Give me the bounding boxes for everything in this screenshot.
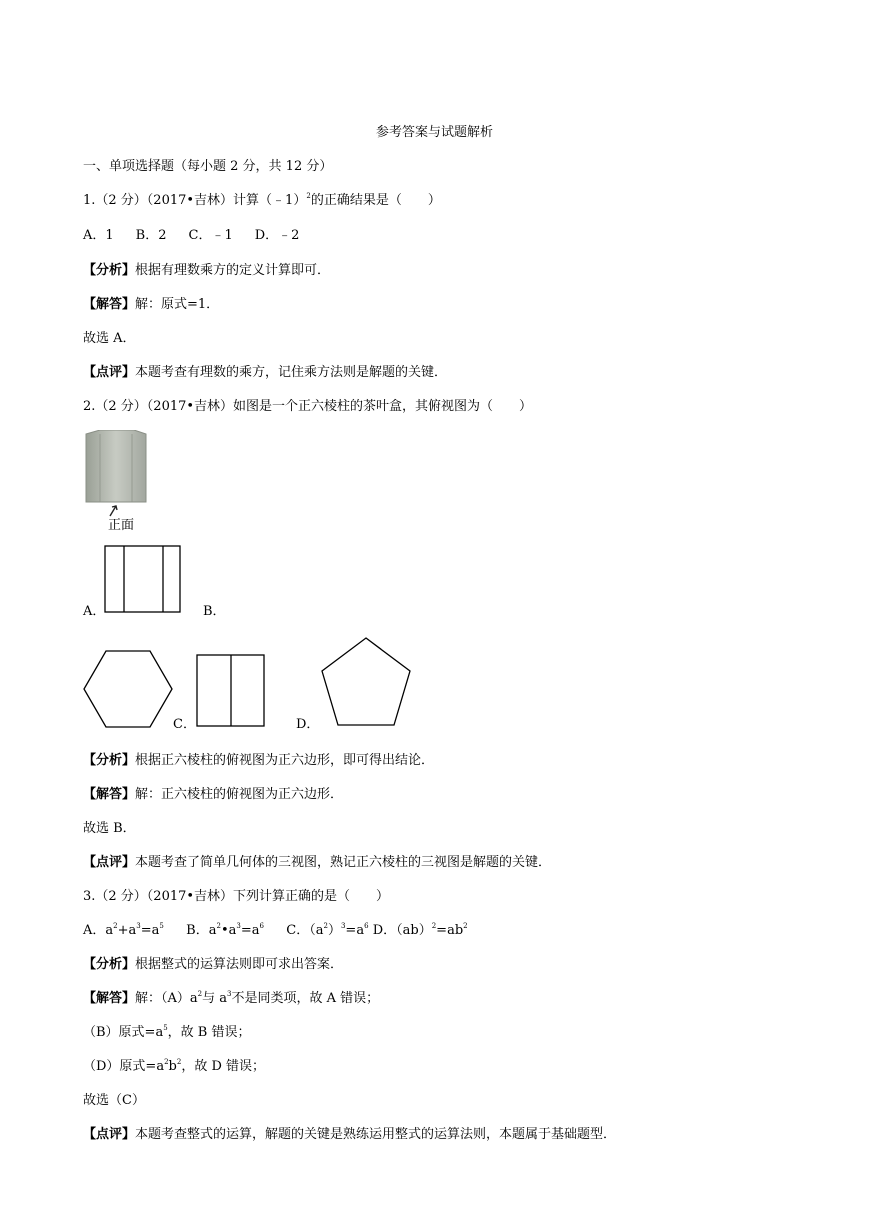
q1-answer (83, 296, 219, 314)
analysis-tag: 【分析】 (83, 263, 136, 278)
front-label: 正面 (108, 518, 135, 533)
analysis-text: 根据有理数乘方的定义计算即可． (135, 263, 331, 278)
q1-option-a: A．1 (83, 228, 114, 243)
q3-option-c: C．$(a^2)^3=a^6$ (286, 922, 369, 938)
q2-choose: 故选 B． (83, 821, 136, 836)
answer-tag: 【解答】 (83, 991, 136, 1006)
option-c-label: C． (173, 717, 196, 732)
q1-choose: 故选 A． (83, 331, 136, 346)
option-a-figure (104, 545, 182, 615)
q3-option-a: A．$a^2+a^3=a^5$ (83, 922, 164, 938)
q1-option-d: D．﹣2 (254, 228, 300, 243)
q3-choose: 故选（C） (83, 1093, 145, 1108)
q1-analysis (83, 262, 330, 280)
question-2-stem: 2.（2 分）（2017•吉林）如图是一个正六棱柱的茶叶盒，其俯视图为（ ） (83, 399, 533, 414)
option-d-pentagon (319, 636, 413, 728)
answer-tag: 【解答】 (83, 787, 136, 802)
q3-option-b: B．$a^2•a^3=a^6$ (186, 922, 264, 938)
comment-text: 本题考查了简单几何体的三视图，熟记正六棱柱的三视图是解题的关键． (135, 855, 552, 870)
question-1-stem (83, 192, 441, 210)
q2-analysis (83, 752, 434, 770)
q1-option-c: C．﹣1 (188, 228, 233, 243)
question-1-options (83, 227, 321, 245)
comment-text: 本题考查整式的运算，解题的关键是熟练运用整式的运算法则，本题属于基础题型． (135, 1127, 617, 1142)
comment-tag: 【点评】 (83, 855, 136, 870)
q3-line-d: （D）原式$=a^2b^2$，故 D 错误； (83, 1058, 266, 1074)
page-title: 参考答案与试题解析 (375, 125, 493, 140)
q2-comment (83, 854, 551, 872)
section-heading: 一、单项选择题（每小题 2 分，共 12 分） (83, 159, 333, 174)
option-b-label: B． (203, 604, 226, 619)
answer-text: 解：原式=1． (135, 297, 220, 312)
answer-text: 解：正六棱柱的俯视图为正六边形． (135, 787, 344, 802)
q1-stem-a: 1.（2 分）（2017•吉林）计算（﹣1） (83, 193, 307, 208)
q1-exponent: 2 (306, 192, 311, 200)
q3-option-d: D．$(ab)^2=ab^2$ (372, 922, 468, 938)
q1-comment (83, 364, 447, 382)
comment-tag: 【点评】 (83, 365, 136, 380)
q3-analysis (83, 956, 343, 974)
q3-answer: 【解答】解：$(A)a^2$与 $a^3$不是同类项，故 A 错误； (83, 990, 380, 1006)
answer-tag: 【解答】 (83, 297, 136, 312)
option-d-label: D． (296, 717, 320, 732)
option-c-figure (196, 654, 266, 729)
comment-tag: 【点评】 (83, 1127, 136, 1142)
analysis-text: 根据整式的运算法则即可求出答案． (135, 957, 344, 972)
analysis-text: 根据正六棱柱的俯视图为正六边形，即可得出结论． (135, 753, 435, 768)
q1-stem-b: 的正确结果是（ ） (310, 193, 441, 208)
q2-answer (83, 786, 343, 804)
question-3-stem: 3.（2 分）（2017•吉林）下列计算正确的是（ ） (83, 889, 390, 904)
option-a-label: A． (83, 604, 106, 619)
comment-text: 本题考查有理数的乘方，记住乘方法则是解题的关键． (135, 365, 448, 380)
option-b-hexagon (82, 650, 174, 730)
q3-comment (83, 1126, 616, 1144)
analysis-tag: 【分析】 (83, 753, 136, 768)
analysis-tag: 【分析】 (83, 957, 136, 972)
q1-option-b: B．2 (135, 228, 167, 243)
question-3-options (83, 922, 468, 940)
q3-line-b: （B）原式$=a^5$，故 B 错误； (83, 1024, 251, 1040)
